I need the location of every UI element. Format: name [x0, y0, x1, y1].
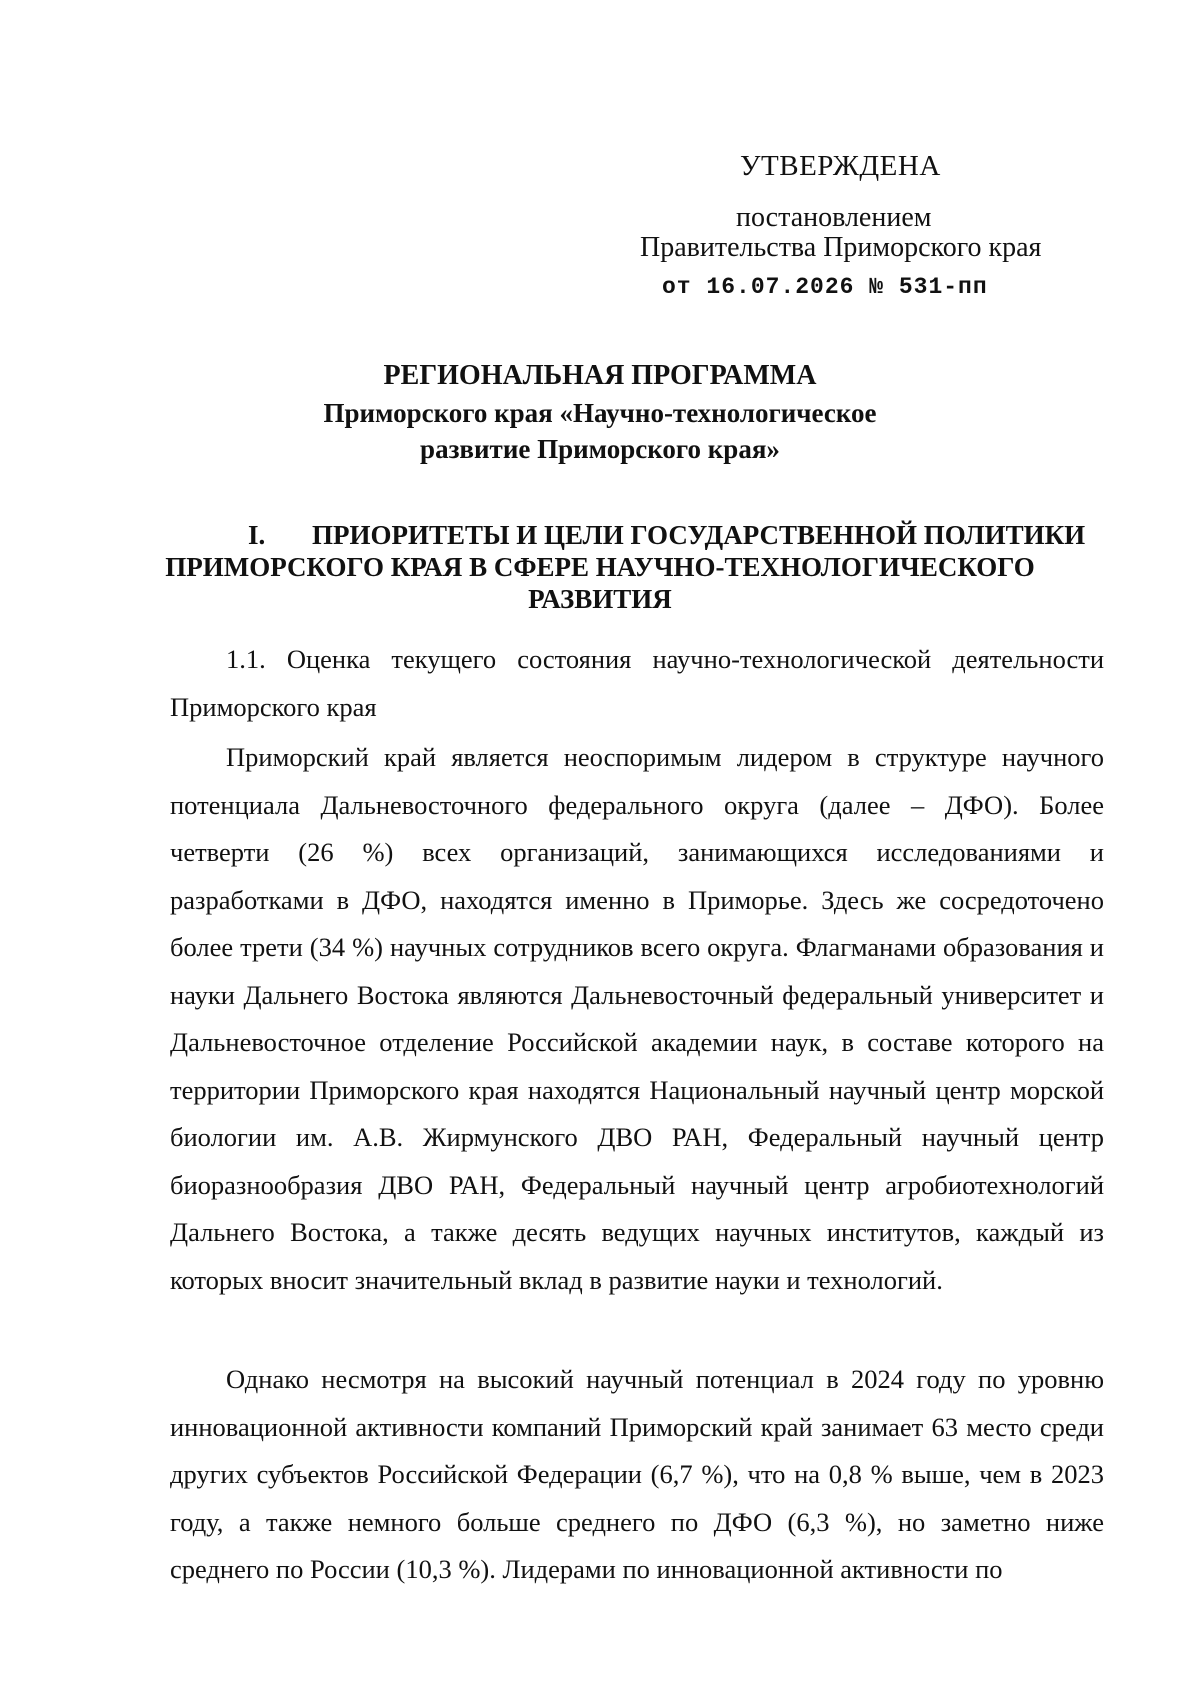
approval-by: постановлением	[736, 202, 932, 233]
section-number: I.	[248, 520, 266, 550]
program-title-line-2: Приморского края «Научно-технологическое	[323, 398, 877, 428]
program-title-line-3: развитие Приморского края»	[420, 434, 780, 464]
approval-government: Правительства Приморского края	[640, 232, 1042, 263]
body-paragraph-2: Однако несмотря на высокий научный потенциал в 2024 году по уровню инновационной активности компаний Приморский край занимает 63 место среди других субъектов Российской Федерации (6,7 %), что на 0,8 % выше, чем в 2023 году, а также немного больше среднего по ДФО (6,3 %), но заметно ниже среднего по России (10,3 %). Лидерами по инновационной активности по	[170, 1364, 1104, 1584]
section-heading-line-2: ПРИМОРСКОГО КРАЯ В СФЕРЕ НАУЧНО-ТЕХНОЛОГИЧЕСКОГО	[165, 552, 1035, 582]
section-heading-text-1: ПРИОРИТЕТЫ И ЦЕЛИ ГОСУДАРСТВЕННОЙ ПОЛИТИКИ	[312, 520, 1086, 550]
approval-heading: УТВЕРЖДЕНА	[740, 150, 941, 182]
approval-date-number: от 16.07.2026 № 531-пп	[662, 274, 988, 300]
subsection-heading: 1.1. Оценка текущего состояния научно-технологической деятельности Приморского края	[170, 644, 1104, 722]
program-title-line-1: РЕГИОНАЛЬНАЯ ПРОГРАММА	[383, 360, 817, 391]
body-paragraph-1: Приморский край является неоспоримым лидером в структуре научного потенциала Дальневосточного федерального округа (далее – ДФО). Более четверти (26 %) всех организаций, занимающихся исследованиями и разработками в ДФО, находятся именно в Приморье. Здесь же сосредоточено более трети (34 %) научных сотрудников всего округа. Флагманами образования и науки Дальнего Востока являются Дальневосточный федеральный университет и Дальневосточное отделение Российской академии наук, в составе которого на территории Приморского края находятся Национальный научный центр морской биологии им. А.В. Жирмунского ДВО РАН, Федеральный научный центр биоразнообразия ДВО РАН, Федеральный научный центр агробиотехнологий Дальнего Востока, а также десять ведущих научных институтов, каждый из которых вносит значительный вклад в развитие науки и технологий.	[170, 742, 1104, 1295]
section-heading-line-3: РАЗВИТИЯ	[528, 584, 672, 614]
